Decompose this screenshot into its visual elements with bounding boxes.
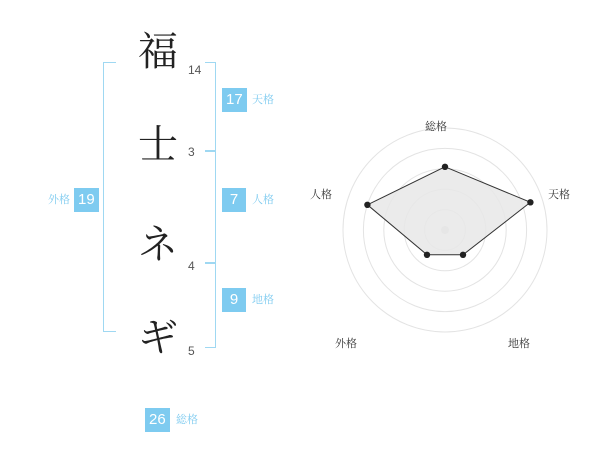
score-label-tenkaku: 天格 (252, 94, 274, 106)
radar-axis-label-bottom-right: 地格 (508, 338, 530, 350)
radar-polygon (367, 167, 530, 255)
score-label-gaikaku: 外格 (48, 194, 70, 206)
bracket-tenkaku (205, 62, 216, 152)
score-label-chikaku: 地格 (252, 294, 274, 306)
radar-axis-label-top: 総格 (425, 121, 447, 133)
stroke-count-2: 3 (188, 145, 195, 159)
kanji-character-4: ギ (138, 315, 178, 361)
bracket-chikaku (205, 262, 216, 348)
bracket-gaikaku (103, 62, 116, 332)
score-badge-soukaku: 26 (145, 408, 170, 432)
radar-data-point (442, 164, 448, 170)
score-badge-tenkaku: 17 (222, 88, 247, 112)
radar-data-point (424, 252, 430, 258)
stroke-count-4: 5 (188, 344, 195, 358)
radar-chart (300, 100, 590, 380)
radar-data-point (527, 199, 533, 205)
bracket-jinkaku (205, 150, 216, 264)
score-badge-chikaku: 9 (222, 288, 246, 312)
radar-data-point (460, 252, 466, 258)
score-label-jinkaku: 人格 (252, 194, 274, 206)
radar-data-point (364, 202, 370, 208)
stroke-count-3: 4 (188, 259, 195, 273)
radar-axis-label-left: 人格 (310, 189, 332, 201)
stroke-count-1: 14 (188, 63, 202, 77)
radar-axis-label-bottom-left: 外格 (335, 338, 357, 350)
radar-axis-label-right: 天格 (548, 189, 570, 201)
kanji-character-2: 士 (138, 122, 178, 168)
score-label-soukaku: 総格 (176, 414, 198, 426)
kanji-character-1: 福 (138, 29, 178, 75)
score-badge-gaikaku: 19 (74, 188, 99, 212)
score-badge-jinkaku: 7 (222, 188, 246, 212)
kanji-character-3: ネ (138, 222, 178, 268)
